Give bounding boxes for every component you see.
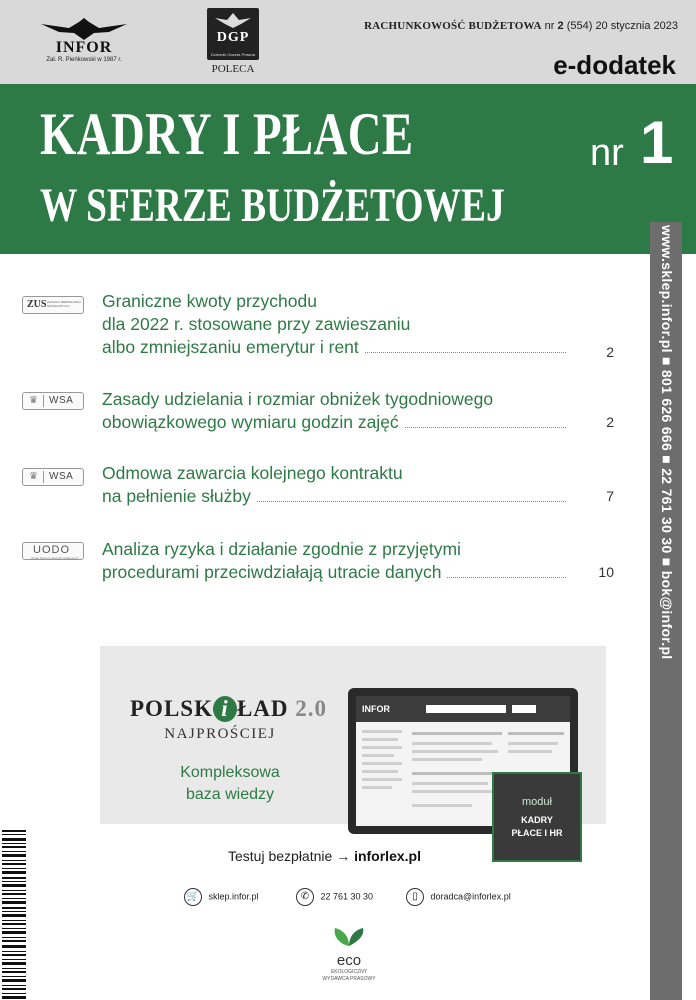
toc-title[interactable] <box>102 388 572 434</box>
uodo-badge <box>22 542 84 560</box>
screen-row <box>362 786 392 789</box>
eco-publisher-mark <box>314 926 384 983</box>
wsa-badge <box>22 468 84 486</box>
infor-logo <box>38 18 130 64</box>
toc-title[interactable] <box>102 462 572 508</box>
eco-subtitle <box>314 969 384 983</box>
toc-page-number: 2 <box>606 344 614 360</box>
issue-total: (554) <box>566 20 593 32</box>
brand-version: 2.0 <box>295 696 328 721</box>
dgp-eagle-icon <box>207 10 259 30</box>
contact-strip-text <box>653 225 679 745</box>
ad-tagline: NAJPROŚCIEJ <box>164 726 276 742</box>
toc-title-line: dla 2022 r. stosowane przy zawieszaniu <box>102 314 411 334</box>
zus-logo: ZUS <box>27 299 47 310</box>
leaf-icon <box>329 926 369 948</box>
screen-row <box>362 746 402 749</box>
screen-row <box>362 738 398 741</box>
brand-i-mark: i <box>213 696 237 722</box>
screen-button <box>512 705 536 713</box>
toc-title-lastline <box>102 411 572 434</box>
dgp-logo <box>205 8 261 75</box>
toc-title-lastline <box>102 336 572 359</box>
screen-row <box>412 758 482 761</box>
toc-title[interactable] <box>102 290 572 359</box>
contact-strip-label: www.sklep.infor.pl ■ 801 626 666 ■ 22 761 30 30 ■ bok@infor.pl <box>659 225 675 660</box>
screen-row <box>508 742 558 745</box>
arrow-right-icon: → <box>336 848 351 864</box>
screen-row <box>362 754 394 757</box>
issue-prefix: nr <box>544 20 555 32</box>
toc-title-line: procedurami przeciwdziałają utracie danych <box>102 562 442 582</box>
uodo-logo: UODO <box>33 544 70 556</box>
polski-lad-logo <box>130 696 327 722</box>
screen-row <box>508 732 564 735</box>
toc-title[interactable] <box>102 538 572 584</box>
screen-row <box>412 790 496 793</box>
toc-title-line: obowiązkowego wymiaru godzin zajęć <box>102 412 399 432</box>
mouse-icon: ▯ <box>406 888 424 906</box>
screen-row <box>362 730 402 733</box>
toc-title-line: Zasady udzielania i rozmiar obniżek tygodniowego <box>102 389 494 409</box>
screen-row <box>412 750 498 753</box>
brand-part-b: ŁAD <box>236 696 289 721</box>
dgp-badge <box>207 8 259 60</box>
title-line-2: W SFERZE BUDŻETOWEJ <box>40 179 505 232</box>
wsa-label: WSA <box>49 471 74 482</box>
screen-logo: INFOR <box>362 704 390 714</box>
module-name-line: PŁACE I HR <box>511 828 563 838</box>
screen-row <box>412 782 488 785</box>
cart-icon: 🛒 <box>184 888 202 906</box>
screen-row <box>508 750 552 753</box>
nr-label: nr <box>590 132 624 174</box>
screen-row <box>412 742 492 745</box>
screen-row <box>412 732 502 735</box>
issue-date: 20 stycznia 2023 <box>595 20 678 32</box>
cta-text: Testuj bezpłatnie <box>228 848 333 864</box>
toc-page-number: 7 <box>606 488 614 504</box>
title-line-1: KADRY I PŁACE <box>40 101 414 167</box>
toc-page-number: 10 <box>598 564 614 580</box>
eco-subtitle-line: WYDAWCA PRASOWY <box>322 976 376 982</box>
badge-divider <box>43 395 44 407</box>
zus-logo-sub: ZAKŁAD UBEZPIECZEŃ SPOŁECZNYCH <box>47 300 81 308</box>
ad-cta[interactable] <box>228 848 421 864</box>
uodo-logo-sub: Urząd Ochrony Danych Osobowych <box>31 556 79 560</box>
eagle-icon: ♛ <box>29 471 38 482</box>
leader-dots <box>365 352 566 353</box>
eagle-icon <box>39 18 129 40</box>
toc-title-line: albo zmniejszaniu emerytur i rent <box>102 337 359 357</box>
infor-founded: Zał. R. Pieńkowski w 1987 r. <box>46 57 122 63</box>
toc-title-line: Analiza ryzyka i działanie zgodnie z przyjętymi <box>102 539 461 559</box>
eco-subtitle-line: EKOLOGICZNY <box>330 969 368 975</box>
ad-description-line: Kompleksowa <box>180 764 280 781</box>
screen-row <box>412 804 472 807</box>
series-name: RACHUNKOWOŚĆ BUDŻETOWA <box>364 20 542 32</box>
toc-title-lastline <box>102 485 572 508</box>
contact-email[interactable] <box>406 888 511 910</box>
leader-dots <box>257 501 566 502</box>
barcode <box>0 830 28 1000</box>
toc-title-line: na pełnienie służby <box>102 486 251 506</box>
leader-dots <box>447 577 566 578</box>
module-name <box>494 814 580 840</box>
zus-badge <box>22 296 84 314</box>
wsa-label: WSA <box>49 395 74 406</box>
brand-part-a: POLSK <box>130 696 213 721</box>
module-label: moduł <box>522 796 552 808</box>
toc-title-line: Graniczne kwoty przychodu <box>102 291 317 311</box>
screen-header <box>356 696 570 722</box>
issue-line <box>364 20 678 32</box>
module-name-line: KADRY <box>521 815 553 825</box>
screen-row <box>362 778 402 781</box>
eco-word: eco <box>336 952 362 969</box>
toc-title-line: Odmowa zawarcia kolejnego kontraktu <box>102 463 403 483</box>
contact-shop[interactable] <box>184 888 259 910</box>
eagle-icon: ♛ <box>29 395 38 406</box>
dgp-letters: DGP <box>216 30 250 45</box>
issue-number: 2 <box>557 20 564 32</box>
dgp-subtitle: Dziennik Gazeta Prawna <box>210 52 256 57</box>
cta-link[interactable]: inforlex.pl <box>354 848 421 864</box>
contact-phone[interactable] <box>296 888 373 910</box>
ad-description-line: baza wiedzy <box>185 786 275 803</box>
infor-wordmark: INFOR <box>55 39 113 56</box>
inforlex-ad[interactable] <box>100 646 606 916</box>
screen-row <box>362 770 398 773</box>
screen-row <box>362 762 402 765</box>
phone-icon: ✆ <box>296 888 314 906</box>
toc-page-number: 2 <box>606 414 614 430</box>
screen-search-box <box>426 705 506 713</box>
supplement-label: e-dodatek <box>553 50 676 80</box>
leader-dots <box>405 427 566 428</box>
ad-description <box>100 762 360 806</box>
dgp-recommends: POLECA <box>211 63 255 75</box>
module-box <box>492 772 582 862</box>
screen-row <box>412 772 502 775</box>
wsa-badge <box>22 392 84 410</box>
nr-number: 1 <box>640 109 674 176</box>
badge-divider <box>43 471 44 483</box>
ad-contacts <box>184 888 564 910</box>
contact-email-text: doradca@inforlex.pl <box>430 891 511 902</box>
contact-phone-text: 22 761 30 30 <box>320 891 374 902</box>
contact-shop-text: sklep.infor.pl <box>208 891 259 902</box>
toc-title-lastline <box>102 561 572 584</box>
